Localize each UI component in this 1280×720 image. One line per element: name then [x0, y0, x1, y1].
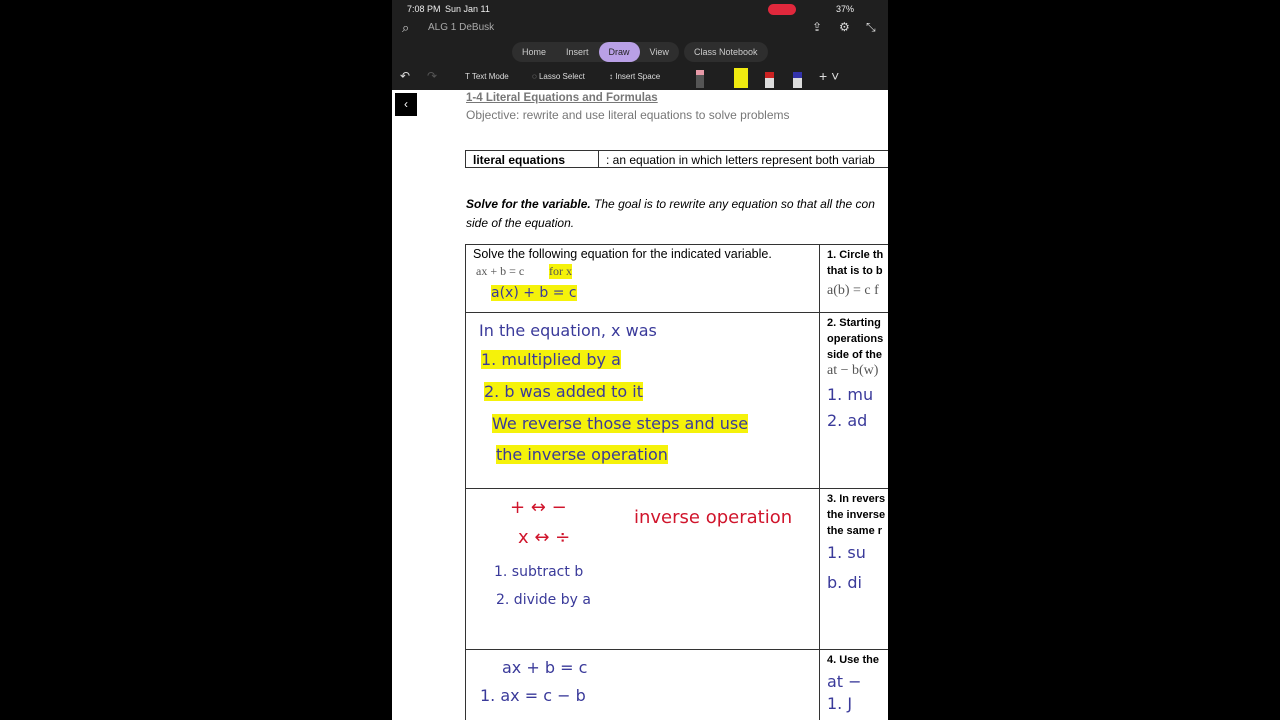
- notebook-title: ALG 1 DeBusk: [428, 22, 495, 33]
- share-icon[interactable]: ⇪: [812, 20, 823, 34]
- hand-line: 2. b was added to it: [484, 382, 643, 401]
- step-text: 4. Use the: [827, 654, 879, 666]
- row4-left: [465, 649, 820, 720]
- hand-line: 1. ax = c − b: [480, 686, 586, 705]
- definition: : an equation in which letters represent both variab: [606, 153, 875, 167]
- hand-line: ax + b = c: [502, 658, 588, 677]
- collapse-icon[interactable]: ⤡: [866, 20, 876, 34]
- ribbon-tabs: [512, 42, 679, 62]
- step-text: operations: [827, 333, 884, 345]
- hand-line: 1. multiplied by a: [481, 350, 621, 369]
- row1-handwriting: a(x) + b = c: [491, 285, 577, 301]
- hand-line: 1. mu: [827, 385, 874, 404]
- tab-insert[interactable]: Insert: [566, 47, 589, 57]
- row1-right: [819, 244, 888, 313]
- definition-cell: [598, 150, 888, 168]
- text-mode-button[interactable]: T Text Mode: [465, 72, 509, 81]
- step-text: 3. In revers: [827, 493, 886, 505]
- row1-left: [465, 244, 820, 313]
- redo-icon[interactable]: ↷: [427, 69, 438, 83]
- row1-instruction: Solve the following equation for the indicated variable.: [473, 247, 772, 261]
- hand-line: We reverse those steps and use: [492, 414, 749, 433]
- tab-class-notebook[interactable]: [684, 42, 768, 62]
- page-heading: 1-4 Literal Equations and Formulas: [466, 92, 658, 104]
- lasso-select-button[interactable]: ◌ Lasso Select: [532, 72, 585, 81]
- solve-italic: The goal is to rewrite any equation so that all the con: [590, 197, 875, 211]
- hand-line: 1. subtract b: [494, 564, 584, 580]
- step-text: the same r: [827, 525, 883, 537]
- add-pen-icon[interactable]: + ˅: [819, 68, 840, 84]
- onenote-app: [392, 0, 888, 720]
- status-time: 7:08 PM: [407, 4, 441, 14]
- back-button[interactable]: ‹: [395, 93, 417, 116]
- step-eq: a(b) = c f: [827, 283, 879, 298]
- hand-line: 2. ad: [827, 411, 868, 430]
- row3-left: [465, 488, 820, 650]
- hand-line: at −: [827, 672, 862, 691]
- inverse-multiply: x ↔ ÷: [518, 527, 571, 548]
- tab-view[interactable]: View: [649, 47, 669, 57]
- tab-home[interactable]: Home: [522, 47, 547, 57]
- step-text: the inverse: [827, 509, 886, 521]
- gear-icon[interactable]: ⚙: [839, 20, 850, 34]
- objective: Objective: rewrite and use literal equations to solve problems: [466, 108, 790, 122]
- insert-space-button[interactable]: ↕ Insert Space: [609, 72, 661, 81]
- search-icon[interactable]: ⌕: [402, 20, 410, 35]
- hand-line: the inverse operation: [496, 445, 668, 464]
- inverse-label: inverse operation: [634, 507, 793, 528]
- hand-line: In the equation, x was: [479, 321, 657, 340]
- step-text: 1. Circle th: [827, 249, 884, 261]
- tab-draw[interactable]: Draw: [599, 42, 640, 62]
- recording-indicator-icon: [768, 4, 796, 15]
- step-text: that is to b: [827, 265, 883, 277]
- hand-line: 1. su: [827, 543, 866, 562]
- app-chrome: [392, 0, 888, 90]
- solve-instructions: [466, 197, 875, 211]
- step-eq: at − b(w): [827, 363, 879, 378]
- eraser-tool-icon[interactable]: [696, 70, 704, 88]
- status-date: Sun Jan 11: [445, 4, 490, 14]
- hand-line: 2. divide by a: [496, 592, 591, 608]
- text-mode-label: Text Mode: [471, 72, 509, 81]
- pen-blue-icon[interactable]: [793, 72, 802, 88]
- solve-line2: side of the equation.: [466, 216, 575, 230]
- inverse-add: + ↔ −: [510, 497, 567, 518]
- pen-red-icon[interactable]: [765, 72, 774, 88]
- row1-equation: ax + b = c: [476, 264, 525, 278]
- step-text: side of the: [827, 349, 883, 361]
- row1-for: for x: [549, 264, 572, 278]
- note-page[interactable]: [392, 90, 888, 720]
- solve-bold: Solve for the variable.: [466, 197, 591, 211]
- row2-right: [819, 312, 888, 489]
- lasso-label: Lasso Select: [538, 72, 585, 81]
- hand-line: b. di: [827, 573, 862, 592]
- row3-right: [819, 488, 888, 650]
- insert-space-label: Insert Space: [615, 72, 661, 81]
- hand-line: 1. J: [827, 694, 853, 713]
- term: literal equations: [473, 153, 566, 167]
- step-text: 2. Starting: [827, 317, 881, 329]
- undo-icon[interactable]: ↶: [400, 69, 411, 83]
- row4-right: [819, 649, 888, 720]
- highlighter-yellow-icon[interactable]: [734, 68, 748, 88]
- battery-level: 37%: [836, 4, 855, 14]
- row2-left: [465, 312, 820, 489]
- term-cell: [465, 150, 599, 168]
- tab-class-notebook-label[interactable]: Class Notebook: [694, 47, 758, 57]
